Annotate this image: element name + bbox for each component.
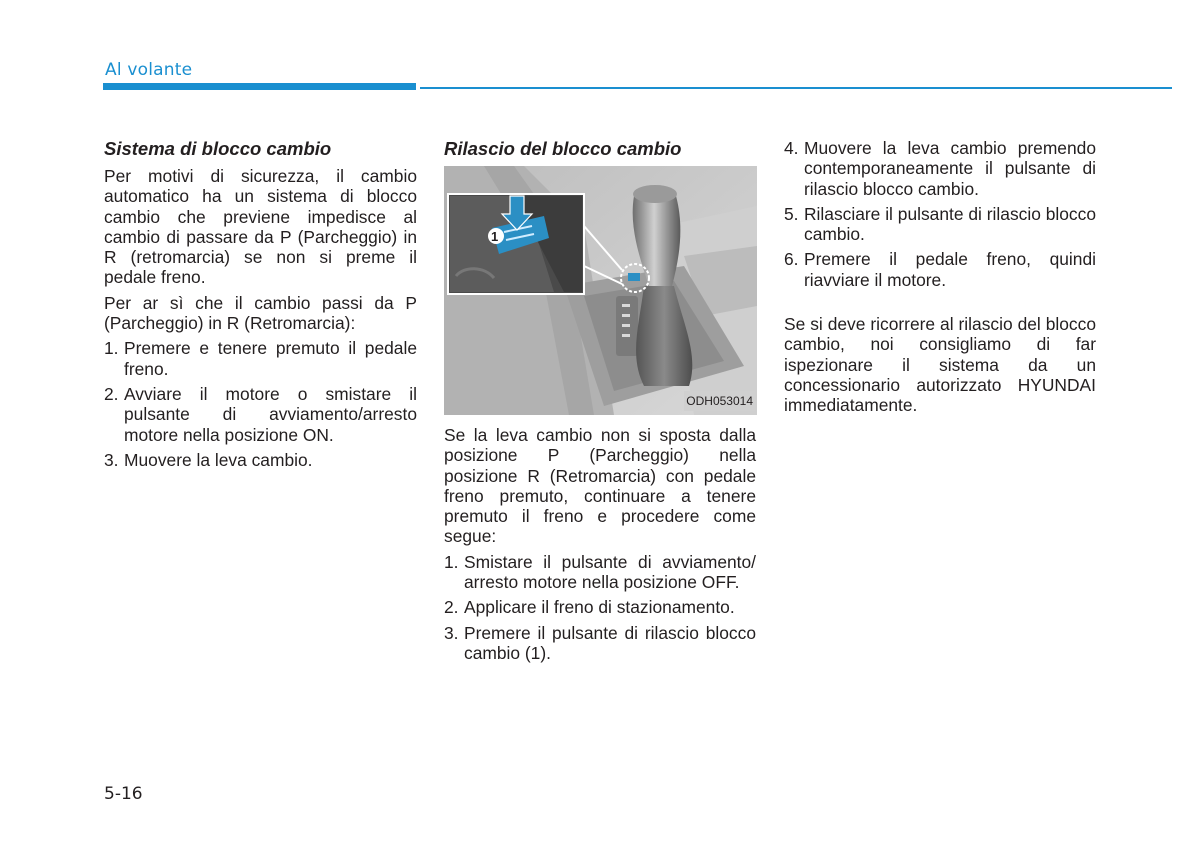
gear-shift-figure	[444, 166, 757, 415]
gear-shift-lever-illustration	[444, 166, 757, 415]
list-text: Rilasciare il pulsante di rilascio blocco cambio.	[804, 203, 1096, 245]
list-text: Muovere la leva cambio.	[124, 449, 313, 470]
section-heading-shift-lock-release: Rilascio del blocco cambio	[444, 138, 682, 159]
list-item	[104, 450, 417, 470]
paragraph: Per motivi di sicurezza, il cambio automatico ha un sistema di blocco cambio che previene impedisce al cambio di passare da P (Parcheggio) in R (retromarcia) se non si preme il pedale freno.	[104, 166, 417, 288]
list-number: 2.	[444, 597, 459, 618]
list-number: 4.	[784, 138, 799, 158]
list-number: 3.	[444, 622, 459, 643]
figure-code: ODH053014	[684, 391, 755, 411]
list-number: 1.	[104, 338, 119, 359]
section-heading-shift-lock: Sistema di blocco cambio	[104, 138, 332, 159]
list-text: Avviare il motore o smistare il pulsante di avviamento/arresto motore nella posizione ON.	[124, 383, 417, 445]
list-item	[444, 597, 756, 617]
column-2	[444, 138, 756, 668]
list-text: Smistare il pulsante di avviamento/ arresto motore nella posizione OFF.	[464, 551, 756, 593]
list-text: Premere e tenere premuto il pedale freno.	[124, 338, 417, 379]
paragraph: Per ar sì che il cambio passi da P (Parcheggio) in R (Retromarcia):	[104, 292, 417, 334]
list-item	[104, 338, 417, 379]
list-number: 1.	[444, 551, 459, 572]
column-3	[784, 138, 1096, 421]
list-number: 6.	[784, 249, 799, 270]
header-bar-thin	[420, 87, 1172, 89]
list-text: Premere il pedale freno, quindi riavviare il motore.	[804, 249, 1096, 290]
list-text: Applicare il freno di stazionamento.	[464, 597, 735, 618]
list-item	[784, 204, 1096, 245]
header-bar-thick	[103, 83, 416, 90]
column-1	[104, 138, 417, 475]
callout-number: 1	[491, 229, 499, 244]
list-item	[784, 138, 1096, 199]
list-text: Muovere la leva cambio premendo contemporaneamente il pulsante di rilascio blocco cambio.	[804, 138, 1096, 199]
paragraph: Se la leva cambio non si sposta dalla posizione P (Parcheggio) nella posizione R (Retromarcia) con pedale freno premuto, continuare a tenere premuto il freno e procedere come segue:	[444, 425, 756, 547]
list-item	[444, 552, 756, 593]
list-number: 5.	[784, 203, 799, 224]
page-number: 5-16	[104, 784, 143, 804]
list-number: 2.	[104, 383, 119, 404]
list-item	[104, 384, 417, 445]
list-item	[444, 623, 756, 664]
list-number: 3.	[104, 449, 119, 470]
section-title: Al volante	[105, 60, 193, 80]
paragraph: Se si deve ricorrere al rilascio del blocco cambio, noi consigliamo di far ispezionare il sistema da un concessionario autorizzato HYUNDAI immediatamente.	[784, 314, 1096, 416]
list-item	[784, 249, 1096, 290]
list-text: Premere il pulsante di rilascio blocco cambio (1).	[464, 622, 756, 663]
